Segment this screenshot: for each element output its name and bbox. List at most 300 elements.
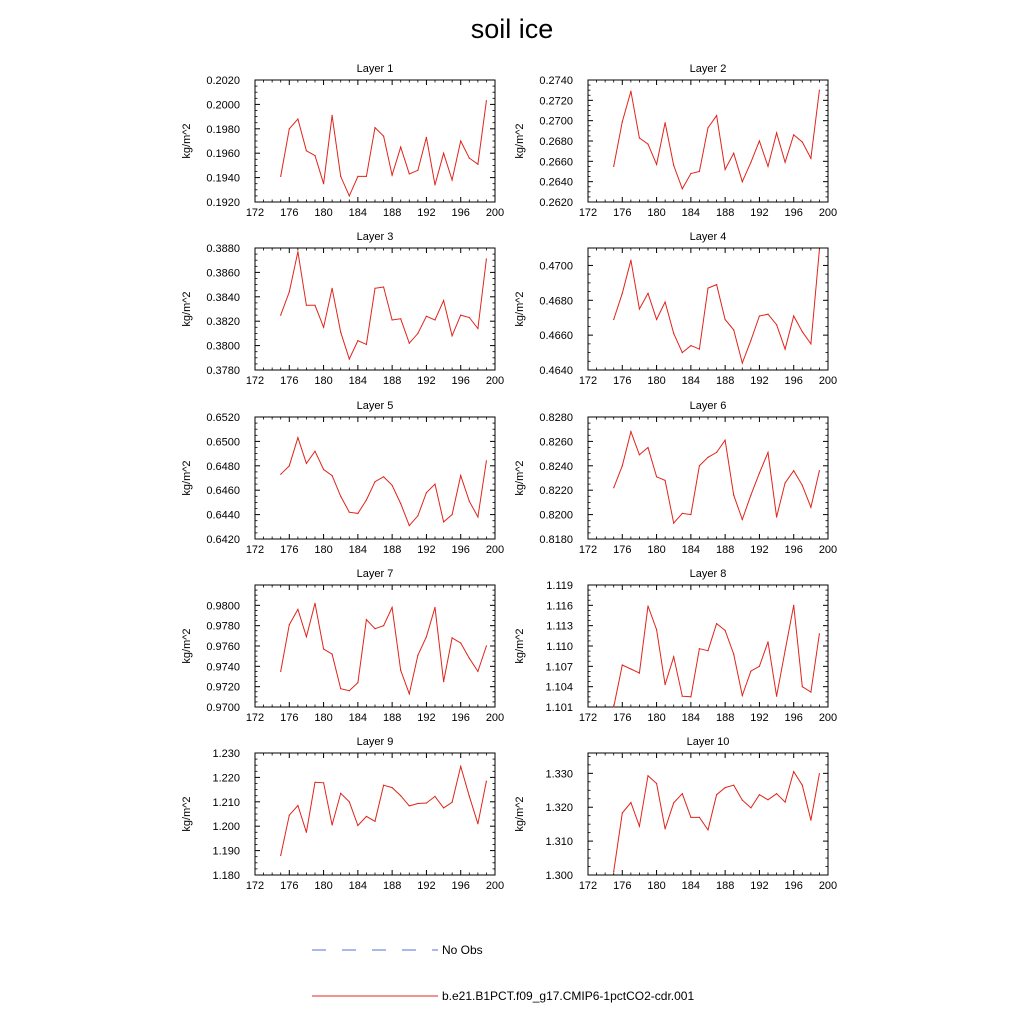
data-point [486, 645, 487, 646]
x-tick-label: 188 [715, 375, 735, 387]
data-point [443, 521, 444, 522]
data-point [366, 344, 367, 345]
data-point [785, 650, 786, 651]
data-point [647, 775, 648, 776]
data-point [314, 782, 315, 783]
data-point [759, 140, 760, 141]
plot-frame [588, 248, 828, 370]
panel-title: Layer 1 [356, 63, 394, 75]
y-tick-label: 0.9700 [206, 702, 240, 714]
series-line [614, 250, 820, 363]
data-point [742, 181, 743, 182]
plot-frame [255, 80, 495, 202]
data-point [280, 671, 281, 672]
data-point [647, 293, 648, 294]
y-tick-label: 0.8280 [539, 412, 573, 424]
data-point [802, 141, 803, 142]
y-tick-label: 0.9720 [206, 681, 240, 694]
data-point [314, 451, 315, 452]
x-tick-label: 188 [715, 207, 735, 219]
x-tick-label: 176 [280, 375, 299, 387]
y-tick-label: 1.310 [545, 836, 573, 849]
plot-frame [588, 417, 828, 539]
data-point [426, 316, 427, 317]
data-point [742, 695, 743, 696]
legend-model-label: b.e21.B1PCT.f09_g17.CMIP6-1pctCO2-cdr.001 [442, 989, 695, 1003]
x-tick-label: 180 [314, 712, 333, 724]
data-point [409, 693, 410, 694]
data-point [409, 173, 410, 174]
x-tick-label: 180 [314, 207, 333, 219]
legend-no-obs-label: No Obs [442, 943, 483, 957]
data-point [647, 447, 648, 448]
panel-layer-2 [514, 63, 837, 219]
panel-layer-5 [181, 400, 504, 556]
data-point [810, 343, 811, 344]
x-tick-label: 188 [382, 880, 402, 892]
data-point [802, 331, 803, 332]
data-point [785, 349, 786, 350]
data-point [699, 349, 700, 350]
data-point [725, 319, 726, 320]
y-tick-label: 0.3840 [206, 291, 240, 304]
data-point [656, 783, 657, 784]
y-tick-label: 0.2020 [206, 75, 240, 87]
data-point [443, 153, 444, 154]
data-point [690, 345, 691, 346]
panel-layer-6 [514, 400, 837, 556]
y-tick-label: 0.2700 [539, 115, 573, 128]
data-point [776, 696, 777, 697]
data-point [332, 115, 333, 116]
data-point [486, 100, 487, 101]
data-point [357, 176, 358, 177]
x-tick-label: 180 [314, 375, 333, 387]
data-point [707, 127, 708, 128]
data-point [733, 785, 734, 786]
data-point [340, 793, 341, 794]
data-point [452, 637, 453, 638]
data-point [819, 773, 820, 774]
y-axis-label: kg/m^2 [514, 460, 526, 496]
data-point [417, 333, 418, 334]
panel-title: Layer 10 [686, 736, 730, 748]
y-tick-label: 0.6520 [206, 412, 240, 424]
x-tick-label: 184 [681, 207, 701, 219]
data-point [819, 470, 820, 471]
y-tick-label: 0.1960 [206, 148, 240, 161]
data-point [349, 690, 350, 691]
data-point [409, 525, 410, 526]
data-point [767, 314, 768, 315]
series-line [614, 90, 820, 189]
y-tick-label: 1.119 [546, 580, 573, 592]
data-point [810, 820, 811, 821]
data-point [469, 658, 470, 659]
data-point [306, 463, 307, 464]
data-point [349, 358, 350, 359]
data-point [486, 460, 487, 461]
y-tick-label: 1.116 [546, 600, 573, 613]
data-point [639, 308, 640, 309]
data-point [630, 668, 631, 669]
data-point [383, 625, 384, 626]
data-point [374, 628, 375, 629]
data-point [682, 188, 683, 189]
data-point [426, 636, 427, 637]
data-point [392, 607, 393, 608]
data-point [759, 666, 760, 667]
y-tick-label: 0.4700 [539, 260, 573, 273]
data-point [383, 476, 384, 477]
y-tick-label: 0.4660 [539, 330, 573, 343]
y-tick-label: 1.330 [545, 768, 573, 781]
data-point [613, 319, 614, 320]
x-tick-label: 188 [382, 207, 402, 219]
data-point [767, 166, 768, 167]
y-tick-label: 0.3880 [206, 243, 240, 255]
y-tick-label: 0.4680 [539, 295, 573, 308]
series-line [614, 772, 820, 872]
y-tick-label: 1.220 [212, 772, 240, 785]
x-tick-label: 200 [485, 207, 505, 219]
data-point [785, 802, 786, 803]
data-point [793, 315, 794, 316]
data-point [280, 315, 281, 316]
plot-frame [255, 417, 495, 539]
data-point [460, 475, 461, 476]
x-tick-label: 184 [348, 207, 368, 219]
panel-layer-3 [181, 231, 504, 387]
data-point [716, 115, 717, 116]
data-point [665, 828, 666, 829]
x-tick-label: 180 [647, 375, 666, 387]
data-point [776, 132, 777, 133]
y-axis-label: kg/m^2 [181, 796, 193, 832]
data-point [682, 793, 683, 794]
panel-layer-9 [181, 736, 504, 892]
data-point [306, 305, 307, 306]
data-point [767, 641, 768, 642]
data-point [323, 648, 324, 649]
x-tick-label: 188 [382, 375, 402, 387]
data-point [690, 514, 691, 515]
x-tick-label: 172 [245, 375, 265, 387]
panel-layer-7 [181, 568, 504, 724]
data-point [349, 512, 350, 513]
data-point [725, 630, 726, 631]
data-point [673, 165, 674, 166]
y-tick-label: 1.320 [545, 802, 573, 815]
chart-panels [181, 63, 837, 892]
data-point [622, 293, 623, 294]
data-point [656, 319, 657, 320]
x-tick-label: 196 [451, 880, 470, 892]
panel-title: Layer 8 [689, 568, 727, 580]
x-tick-label: 176 [613, 375, 632, 387]
data-point [477, 516, 478, 517]
plot-frame [588, 753, 828, 875]
panel-layer-10 [514, 736, 837, 892]
y-tick-label: 0.6460 [206, 485, 240, 498]
x-tick-label: 192 [750, 375, 769, 387]
x-tick-label: 184 [681, 712, 701, 724]
data-point [280, 176, 281, 177]
y-tick-label: 0.3820 [206, 316, 240, 329]
x-tick-label: 200 [485, 880, 505, 892]
data-point [707, 288, 708, 289]
series-line [281, 252, 487, 359]
data-point [289, 465, 290, 466]
x-tick-label: 196 [451, 207, 470, 219]
data-point [733, 329, 734, 330]
data-point [486, 781, 487, 782]
x-tick-label: 196 [784, 880, 803, 892]
y-tick-label: 0.2000 [206, 99, 240, 112]
x-tick-label: 184 [348, 880, 368, 892]
x-tick-label: 172 [578, 375, 598, 387]
data-point [289, 291, 290, 292]
panel-title: Layer 3 [356, 231, 394, 243]
data-point [400, 670, 401, 671]
data-point [332, 475, 333, 476]
data-point [750, 495, 751, 496]
x-tick-label: 176 [280, 712, 299, 724]
data-point [725, 440, 726, 441]
x-tick-label: 184 [681, 544, 701, 556]
panel-title: Layer 2 [689, 63, 727, 75]
data-point [314, 155, 315, 156]
panel-title: Layer 6 [689, 400, 727, 412]
data-point [690, 173, 691, 174]
data-point [613, 706, 614, 707]
y-tick-label: 0.3800 [206, 340, 240, 353]
data-point [793, 605, 794, 606]
series-line [281, 101, 487, 196]
x-tick-label: 188 [382, 544, 402, 556]
data-point [707, 829, 708, 830]
y-axis-label: kg/m^2 [514, 123, 526, 159]
series-line [281, 438, 487, 526]
data-point [460, 766, 461, 767]
x-tick-label: 192 [417, 880, 436, 892]
panel-title: Layer 4 [689, 231, 727, 243]
x-tick-label: 188 [715, 712, 735, 724]
y-tick-label: 0.8240 [539, 460, 573, 473]
data-point [725, 169, 726, 170]
y-tick-label: 0.9740 [206, 661, 240, 674]
data-point [810, 158, 811, 159]
data-point [357, 513, 358, 514]
data-point [443, 681, 444, 682]
data-point [434, 184, 435, 185]
data-point [469, 796, 470, 797]
x-tick-label: 192 [417, 544, 436, 556]
data-point [400, 795, 401, 796]
data-point [332, 654, 333, 655]
y-axis-label: kg/m^2 [181, 123, 193, 159]
data-point [750, 340, 751, 341]
data-point [682, 696, 683, 697]
data-point [469, 501, 470, 502]
data-point [340, 332, 341, 333]
panel-title: Layer 9 [356, 736, 394, 748]
y-tick-label: 0.6420 [206, 534, 240, 546]
data-point [707, 457, 708, 458]
y-tick-label: 0.6500 [206, 436, 240, 449]
y-tick-label: 0.8260 [539, 436, 573, 449]
x-tick-label: 184 [348, 544, 368, 556]
data-point [716, 284, 717, 285]
x-tick-label: 192 [417, 375, 436, 387]
data-point [426, 492, 427, 493]
y-tick-label: 1.113 [546, 620, 573, 633]
x-tick-label: 196 [784, 712, 803, 724]
x-tick-label: 172 [578, 207, 598, 219]
x-tick-label: 192 [750, 880, 769, 892]
y-tick-label: 0.6440 [206, 509, 240, 522]
data-point [716, 452, 717, 453]
series-line [281, 766, 487, 855]
data-point [374, 288, 375, 289]
data-point [323, 469, 324, 470]
data-point [417, 803, 418, 804]
data-point [349, 801, 350, 802]
data-point [417, 515, 418, 516]
x-tick-label: 200 [485, 375, 505, 387]
data-point [742, 362, 743, 363]
data-point [613, 871, 614, 872]
x-tick-label: 192 [750, 712, 769, 724]
data-point [673, 333, 674, 334]
y-tick-label: 0.2680 [539, 136, 573, 148]
data-point [690, 817, 691, 818]
data-point [400, 318, 401, 319]
data-point [297, 251, 298, 252]
data-point [289, 624, 290, 625]
data-point [434, 484, 435, 485]
data-point [340, 176, 341, 177]
data-point [699, 817, 700, 818]
figure-title: soil ice [470, 14, 554, 44]
data-point [306, 636, 307, 637]
data-point [622, 465, 623, 466]
data-point [400, 503, 401, 504]
data-point [767, 799, 768, 800]
plot-frame [255, 248, 495, 370]
x-tick-label: 176 [280, 207, 299, 219]
data-point [767, 452, 768, 453]
x-tick-label: 200 [485, 712, 505, 724]
data-point [460, 140, 461, 141]
data-point [314, 305, 315, 306]
data-point [802, 686, 803, 687]
data-point [392, 485, 393, 486]
x-tick-label: 180 [647, 544, 666, 556]
data-point [613, 487, 614, 488]
y-tick-label: 0.1920 [206, 197, 240, 209]
y-tick-label: 1.210 [212, 796, 240, 809]
data-point [332, 824, 333, 825]
x-tick-label: 192 [417, 207, 436, 219]
data-point [682, 513, 683, 514]
data-point [366, 619, 367, 620]
data-point [630, 802, 631, 803]
data-point [656, 629, 657, 630]
series-line [614, 432, 820, 523]
x-tick-label: 200 [485, 544, 505, 556]
x-tick-label: 180 [647, 207, 666, 219]
x-tick-label: 176 [613, 207, 632, 219]
y-tick-label: 0.2640 [539, 176, 573, 189]
data-point [409, 805, 410, 806]
data-point [759, 794, 760, 795]
y-axis-label: kg/m^2 [181, 291, 193, 327]
data-point [332, 288, 333, 289]
y-tick-label: 0.6480 [206, 460, 240, 473]
data-point [374, 481, 375, 482]
y-tick-label: 0.8220 [539, 485, 573, 498]
panel-layer-8 [514, 568, 837, 724]
x-tick-label: 176 [280, 880, 299, 892]
x-tick-label: 196 [784, 207, 803, 219]
data-point [366, 499, 367, 500]
data-point [434, 319, 435, 320]
data-point [477, 328, 478, 329]
x-tick-label: 200 [818, 712, 838, 724]
data-point [656, 476, 657, 477]
data-point [622, 812, 623, 813]
data-point [366, 176, 367, 177]
data-point [477, 164, 478, 165]
data-point [665, 122, 666, 123]
y-axis-label: kg/m^2 [514, 796, 526, 832]
x-tick-label: 200 [818, 375, 838, 387]
data-point [776, 516, 777, 517]
data-point [776, 793, 777, 794]
data-point [622, 121, 623, 122]
y-tick-label: 0.9760 [206, 641, 240, 653]
x-tick-label: 196 [784, 375, 803, 387]
data-point [613, 166, 614, 167]
data-point [750, 807, 751, 808]
data-point [639, 673, 640, 674]
data-point [357, 682, 358, 683]
y-tick-label: 0.1940 [206, 172, 240, 185]
y-tick-label: 0.2720 [539, 95, 573, 108]
data-point [733, 654, 734, 655]
data-point [477, 671, 478, 672]
x-tick-label: 188 [382, 712, 402, 724]
x-tick-label: 184 [348, 375, 368, 387]
x-tick-label: 200 [818, 544, 838, 556]
data-point [673, 523, 674, 524]
data-point [785, 162, 786, 163]
panel-layer-4 [514, 231, 837, 387]
data-point [639, 137, 640, 138]
y-tick-label: 0.3780 [206, 365, 240, 377]
data-point [323, 327, 324, 328]
data-point [630, 91, 631, 92]
y-tick-label: 1.107 [545, 661, 573, 674]
x-tick-label: 192 [750, 544, 769, 556]
data-point [665, 301, 666, 302]
y-tick-label: 1.104 [545, 681, 573, 694]
x-tick-label: 188 [715, 880, 735, 892]
data-point [392, 319, 393, 320]
data-point [306, 150, 307, 151]
y-tick-label: 1.101 [545, 702, 573, 714]
